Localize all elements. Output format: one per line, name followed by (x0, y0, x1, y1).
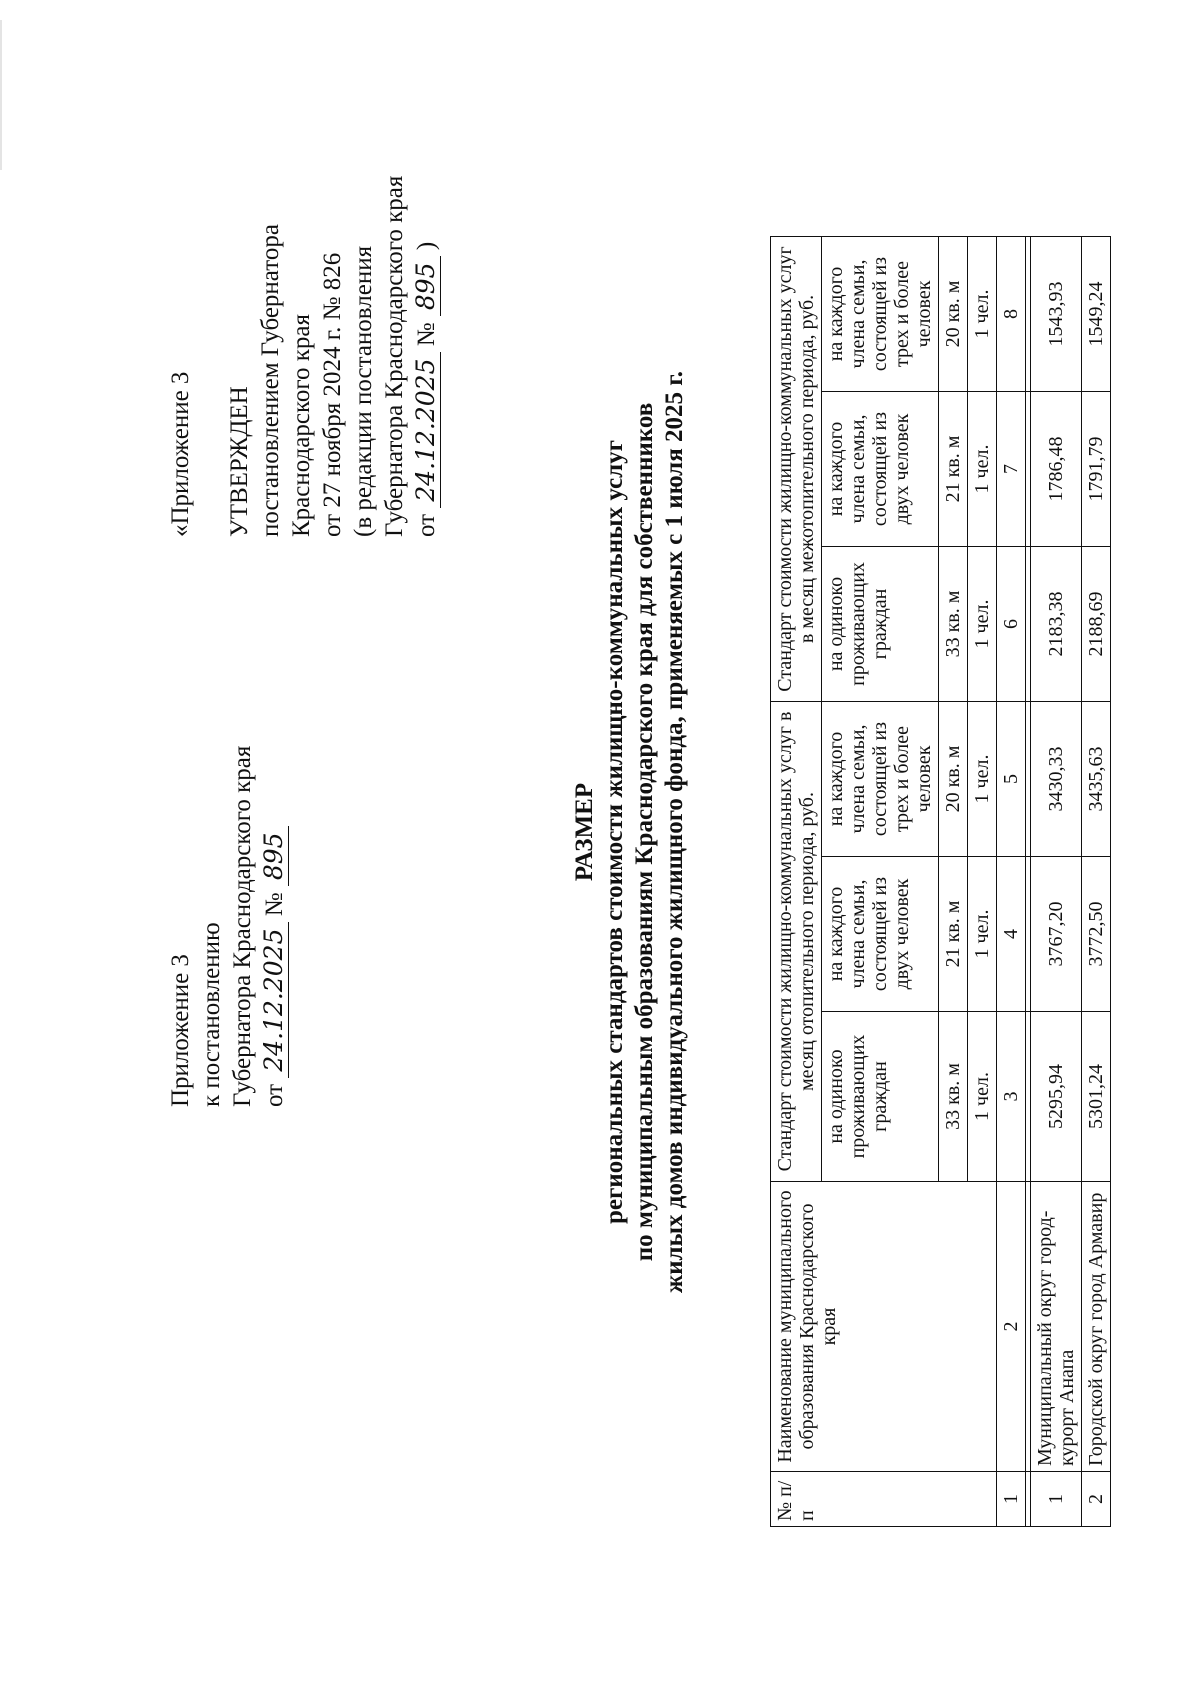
title-line-2: региональных стандартов стоимости жилищно-коммунальных услуг (601, 439, 628, 1225)
column-number: 3 (997, 1012, 1026, 1182)
approved-line-1: УТВЕРЖДЕН (226, 386, 253, 537)
row-num: 2 (1082, 1472, 1111, 1527)
approved-line-6: Губернатора Краснодарского края (381, 175, 408, 537)
persons-cell: 1 чел. (968, 702, 997, 857)
row-value: 1786,48 (1031, 392, 1082, 547)
row-name: Городской округ город Армавир (1082, 1182, 1111, 1472)
area-cell: 33 кв. м (939, 1012, 968, 1182)
area-cell: 21 кв. м (939, 857, 968, 1012)
column-number: 1 (997, 1472, 1026, 1527)
header-num: № п/п (771, 1472, 997, 1527)
row-value: 3430,33 (1031, 702, 1082, 857)
approved-line-7: от 24.12.2025 № 895 ) (411, 241, 440, 537)
row-value: 1791,79 (1082, 392, 1111, 547)
persons-cell: 1 чел. (968, 1012, 997, 1182)
approved-line-2: постановлением Губернатора (257, 224, 284, 537)
standards-table (770, 236, 1111, 1527)
approved-line-0: «Приложение 3 (167, 371, 194, 537)
document-title (570, 277, 690, 1387)
table-row (1082, 237, 1111, 1527)
approved-block (165, 176, 442, 537)
attachment-line-2: к постановлению (198, 922, 225, 1107)
table-header-row-1 (771, 237, 822, 1527)
header-name: Наименование муниципального образования Краснодарского края (771, 1182, 997, 1472)
title-line-1: РАЗМЕР (571, 782, 598, 882)
attachment-line-4: от 24.12.2025 № 895 (258, 746, 290, 1107)
persons-cell: 1 чел. (968, 237, 997, 392)
row-name: Муниципальный округ город-курорт Анапа (1031, 1182, 1082, 1472)
column-number: 8 (997, 237, 1026, 392)
row-value: 2183,38 (1031, 547, 1082, 702)
column-number: 4 (997, 857, 1026, 1012)
attachment-line-3: Губернатора Краснодарского края (229, 745, 256, 1107)
subheader-single: на одиноко проживающих граждан (822, 1012, 939, 1182)
attachment-block (165, 746, 290, 1107)
persons-cell: 1 чел. (968, 857, 997, 1012)
area-cell: 21 кв. м (939, 392, 968, 547)
subheader-family-two: на каждого члена семьи, состоящей из двух человек (822, 857, 939, 1012)
column-number: 7 (997, 392, 1026, 547)
row-value: 3772,50 (1082, 857, 1111, 1012)
approved-line-4: от 27 ноября 2024 г. № 826 (319, 252, 346, 537)
row-value: 1549,24 (1082, 237, 1111, 392)
header-heating-period: Стандарт стоимости жилищно-коммунальных услуг в месяц отопительного периода, руб. (771, 702, 822, 1182)
subheader-family-two: на каждого члена семьи, состоящей из двух человек (822, 392, 939, 547)
row-value: 2188,69 (1082, 547, 1111, 702)
area-cell: 33 кв. м (939, 547, 968, 702)
title-line-3: по муниципальным образованиям Краснодарского края для собственников (631, 402, 658, 1262)
row-num: 1 (1031, 1472, 1082, 1527)
column-number: 5 (997, 702, 1026, 857)
row-value: 1543,93 (1031, 237, 1082, 392)
row-value: 3435,63 (1082, 702, 1111, 857)
subheader-family-three: на каждого члена семьи, состоящей из трех и более человек (822, 702, 939, 857)
area-cell: 20 кв. м (939, 237, 968, 392)
attachment-number: 895 (259, 826, 289, 886)
row-value: 5301,24 (1082, 1012, 1111, 1182)
column-number: 6 (997, 547, 1026, 702)
attachment-line-1: Приложение 3 (167, 954, 194, 1107)
persons-cell: 1 чел. (968, 547, 997, 702)
area-cell: 20 кв. м (939, 702, 968, 857)
attachment-date: 24.12.2025 (259, 923, 289, 1078)
persons-cell: 1 чел. (968, 392, 997, 547)
table-column-numbers-row (997, 237, 1026, 1527)
approved-number: 895 (411, 256, 441, 316)
header-non-heating-period: Стандарт стоимости жилищно-коммунальных услуг в месяц межотопительного периода, руб. (771, 237, 822, 702)
subheader-family-three: на каждого члена семьи, состоящей из трех и более человек (822, 237, 939, 392)
subheader-single: на одиноко проживающих граждан (822, 547, 939, 702)
row-value: 3767,20 (1031, 857, 1082, 1012)
table-row (1031, 237, 1082, 1527)
row-value: 5295,94 (1031, 1012, 1082, 1182)
title-line-4: жилых домов индивидуального жилищного фонда, применяемых с 1 июля 2025 г. (661, 370, 688, 1294)
approved-line-3: Краснодарского края (288, 314, 315, 537)
approved-date: 24.12.2025 (411, 353, 441, 508)
column-number: 2 (997, 1182, 1026, 1472)
approved-line-5: (в редакции постановления (350, 245, 377, 537)
